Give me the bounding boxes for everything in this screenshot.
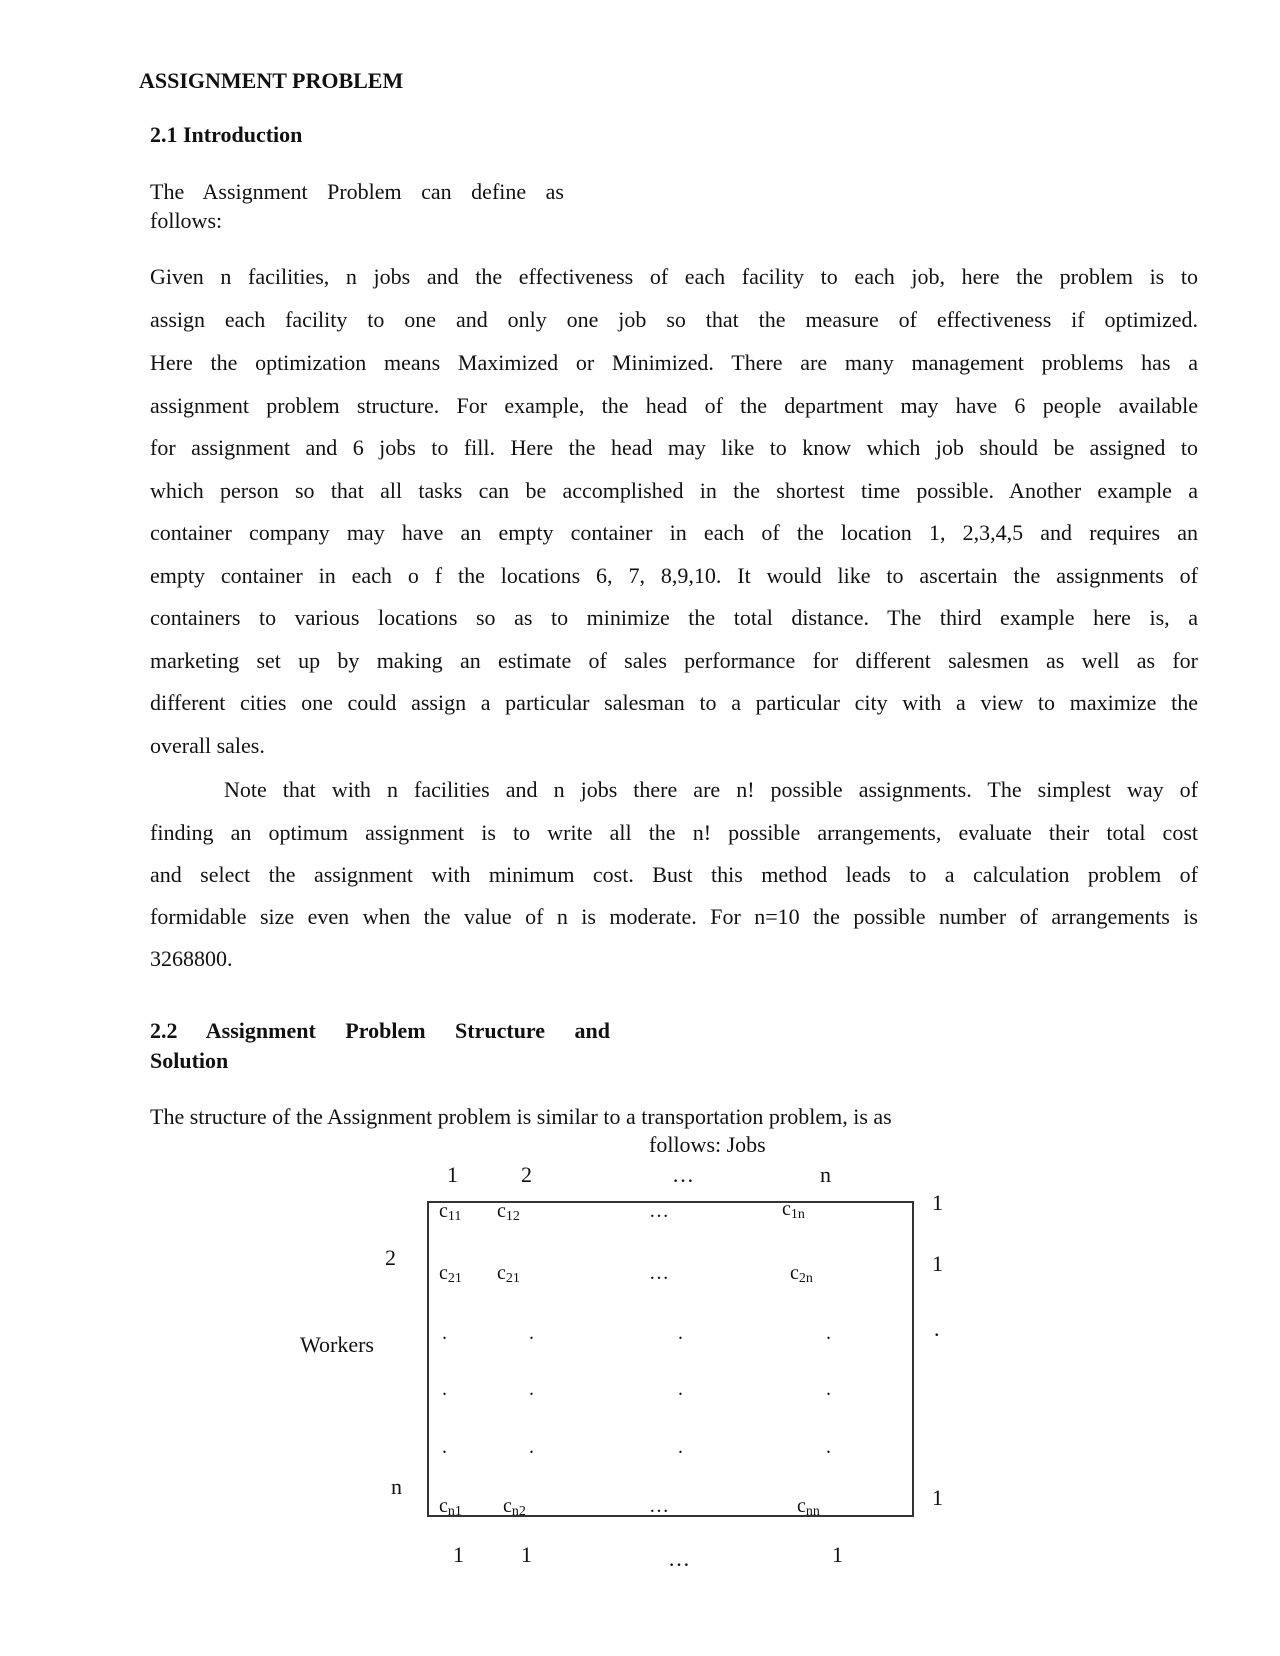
paragraph-line: formidable size even when the value of n is moderate. For n=10 the possible number of arrangements is xyxy=(150,904,1198,929)
paragraph-line: empty container in each o f the locations 6, 7, 8,9,10. It would like to ascertain the assignments of xyxy=(150,563,1198,588)
cost-cell: $c_{1n}$ xyxy=(782,1198,805,1222)
dot: . xyxy=(826,1322,831,1344)
paragraph-line: 3268800. xyxy=(150,946,233,971)
paragraph-line: container company may have an empty container in each of the location 1, 2,3,4,5 and requires an xyxy=(150,520,1198,545)
paragraph-line: and select the assignment with minimum cost. Bust this method leads to a calculation problem of xyxy=(150,862,1198,887)
section-heading-structure-cont: Solution xyxy=(150,1048,229,1073)
intro-line-2: follows: xyxy=(150,208,223,233)
dot: . xyxy=(678,1436,683,1458)
cost-cell: $c_{nn}$ xyxy=(797,1495,820,1519)
supply-label: 1 xyxy=(932,1190,943,1215)
paragraph-line: finding an optimum assignment is to write all the n! possible arrangements, evaluate their total cost xyxy=(150,820,1198,845)
paragraph-line: assign each facility to one and only one job so that the measure of effectiveness if optimized. xyxy=(150,307,1198,332)
dot: . xyxy=(529,1436,534,1458)
col-header: 2 xyxy=(521,1162,532,1187)
structure-text-line-2: follows: Jobs xyxy=(649,1132,766,1157)
cost-cell: $c_{2n}$ xyxy=(790,1262,813,1286)
paragraph-line: marketing set up by making an estimate of sales performance for different salesmen as well as for xyxy=(150,648,1198,673)
cost-cell: $c_{21}$ xyxy=(497,1262,520,1286)
row-label: 2 xyxy=(385,1245,396,1270)
paragraph-line: assignment problem structure. For example, the head of the department may have 6 people available xyxy=(150,393,1198,418)
paragraph-line: different cities one could assign a particular salesman to a particular city with a view to maximize the xyxy=(150,690,1198,715)
dot: . xyxy=(678,1378,683,1400)
dot: . xyxy=(442,1322,447,1344)
supply-label: . xyxy=(934,1316,940,1341)
dot: . xyxy=(529,1322,534,1344)
dot: . xyxy=(826,1436,831,1458)
dot: . xyxy=(442,1378,447,1400)
cost-cell: $c_{12}$ xyxy=(497,1200,520,1224)
cost-cell: $c_{n1}$ xyxy=(439,1495,462,1519)
structure-text-line-1: The structure of the Assignment problem is similar to a transportation problem, is as xyxy=(150,1104,892,1129)
ellipsis: … xyxy=(649,1262,669,1284)
paragraph-line: Here the optimization means Maximized or Minimized. There are many management problems has a xyxy=(150,350,1198,375)
row-label: n xyxy=(391,1474,402,1499)
cost-cell: $c_{n2}$ xyxy=(503,1495,526,1519)
cost-matrix-box xyxy=(427,1201,914,1517)
cost-cell: $c_{21}$ xyxy=(439,1262,462,1286)
workers-label: Workers xyxy=(300,1332,374,1357)
paragraph-line: Given n facilities, n jobs and the effectiveness of each facility to each job, here the problem is to xyxy=(150,264,1198,289)
paragraph-line: containers to various locations so as to minimize the total distance. The third example here is, a xyxy=(150,605,1198,630)
paragraph-line: which person so that all tasks can be accomplished in the shortest time possible. Another example a xyxy=(150,478,1198,503)
dot: . xyxy=(826,1378,831,1400)
dot: . xyxy=(678,1322,683,1344)
supply-label: 1 xyxy=(932,1251,943,1276)
demand-label: 1 xyxy=(521,1542,532,1567)
ellipsis: … xyxy=(649,1200,669,1222)
ellipsis: … xyxy=(649,1495,669,1517)
dot: . xyxy=(442,1436,447,1458)
col-header: 1 xyxy=(447,1162,458,1187)
col-header: … xyxy=(672,1162,694,1187)
document-title: ASSIGNMENT PROBLEM xyxy=(139,68,404,93)
paragraph-line: overall sales. xyxy=(150,733,265,758)
demand-label: 1 xyxy=(453,1542,464,1567)
demand-label: 1 xyxy=(832,1542,843,1567)
paragraph-line: Note that with n facilities and n jobs there are n! possible assignments. The simplest way of xyxy=(224,777,1198,802)
section-heading-introduction: 2.1 Introduction xyxy=(150,122,303,147)
demand-label: … xyxy=(668,1546,690,1571)
cost-cell: $c_{11}$ xyxy=(439,1200,462,1224)
supply-label: 1 xyxy=(932,1485,943,1510)
section-heading-structure: 2.2 Assignment Problem Structure and xyxy=(150,1018,611,1043)
paragraph-line: for assignment and 6 jobs to fill. Here the head may like to know which job should be assigned to xyxy=(150,435,1198,460)
col-header: n xyxy=(820,1162,831,1187)
intro-line-1: The Assignment Problem can define as xyxy=(150,179,564,204)
dot: . xyxy=(529,1378,534,1400)
